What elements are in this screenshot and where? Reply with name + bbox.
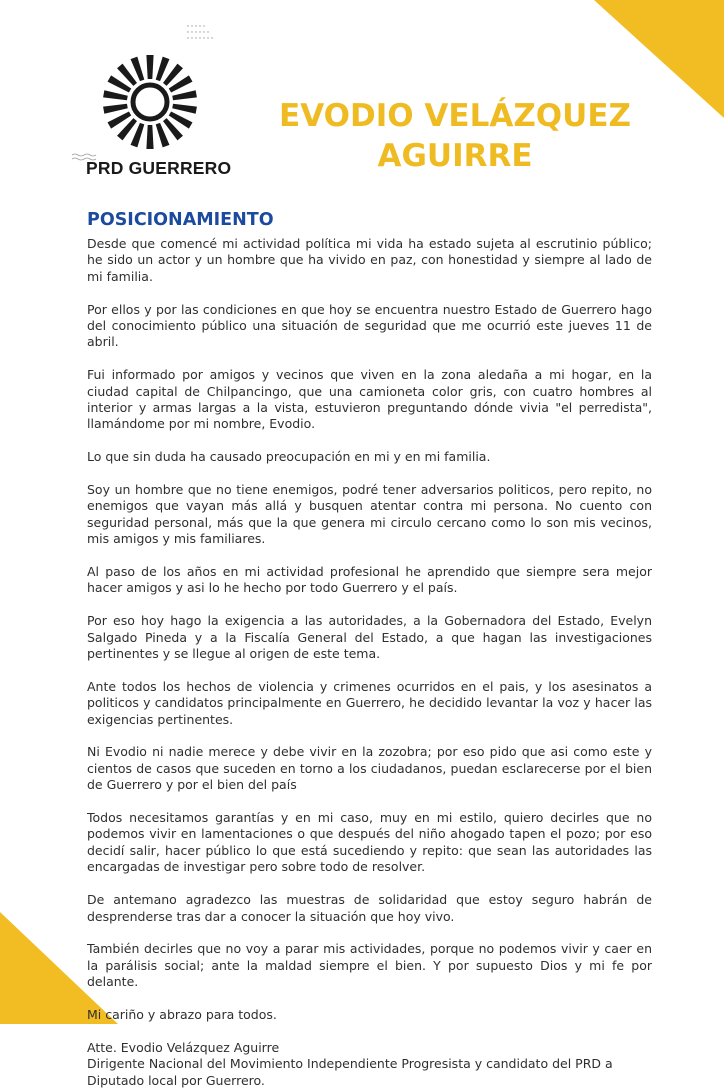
- paragraph: Fui informado por amigos y vecinos que viven en la zona aledaña a mi hogar, en la ciudad capital de Chilpancingo, que una camioneta color gris, con cuatro hombres al interior y armas largas a la vista, estuvieron preguntando dónde vivia "el perredista", llamándome por mi nombre, Evodio.: [87, 367, 652, 432]
- paragraph: Desde que comencé mi actividad política mi vida ha estado sujeta al escrutinio público; he sido un actor y un hombre que ha vivido en paz, con honestidad y siempre al lado de mi familia.: [87, 236, 652, 284]
- paragraph: Ni Evodio ni nadie merece y debe vivir en la zozobra; por eso pido que asi como este y cientos de casos que suceden en torno a los ciudadanos, puedan esclarecerse por el bien de Guerrero y por el bien del país: [87, 744, 652, 793]
- paragraph: Ante todos los hechos de violencia y crimenes ocurridos en el pais, y los asesinatos a politicos y candidatos principalmente en Guerrero, he decidido levantar la voz y hacer las exigencias pertinentes.: [87, 678, 652, 727]
- sun-icon: [100, 52, 200, 152]
- sun-ray: [172, 90, 197, 101]
- paragraph: También decirles que no voy a parar mis actividades, porque no podemos vivir y caer en la parálisis social; ante la maldad siempre el bien. Y por supuesto Dios y mi fe por delante.: [87, 941, 652, 990]
- sun-ray: [146, 55, 153, 79]
- paragraph: De antemano agradezco las muestras de solidaridad que estoy seguro habrán de desprenderse tras dar a conocer la situación que hoy vivo.: [87, 892, 652, 924]
- paragraph: Por eso hoy hago la exigencia a las autoridades, a la Gobernadora del Estado, Evelyn Salgado Pineda y a la Fiscalía General del Estado, a que hagan las investigaciones pertinentes y se llegue al origen de este tema.: [87, 613, 652, 662]
- paragraph: Al paso de los años en mi actividad profesional he aprendido que siempre sera mejor hacer amigos y asi lo he hecho por todo Guerrero y el país.: [87, 564, 652, 596]
- sun-ray: [103, 102, 128, 113]
- document-body: [87, 236, 652, 1089]
- logo-text: PRD GUERRERO: [86, 158, 232, 178]
- signature-role: Dirigente Nacional del Movimiento Independiente Progresista y candidato del PRD a Diputado local por Guerrero.: [87, 1056, 613, 1088]
- signature-block: [87, 1040, 652, 1089]
- paragraph: Soy un hombre que no tiene enemigos, podré tener adversarios politicos, pero repito, no enemigos que vayan más allá y busquen atentar contra mi persona. No cuento con seguridad personal, más que la que genera mi circulo cercano como lo son mis vecinos, mis amigos y mis familiares.: [87, 482, 652, 547]
- paragraph: Mi cariño y abrazo para todos.: [87, 1006, 277, 1022]
- paragraph: Lo que sin duda ha causado preocupación en mi y en mi familia.: [87, 449, 491, 465]
- sun-ray: [146, 125, 153, 149]
- sun-ray: [172, 102, 197, 113]
- paragraph: Todos necesitamos garantías y en mi caso, muy en mi estilo, quiero decirles que no podemos vivir en lamentaciones o que después del niño ahogado tapen el pozo; por eso decidí salir, hacer público lo que está sucediendo y repito: que sean las autoridades las encargadas de investigar pero sobre todo de resolver.: [87, 810, 652, 875]
- document-title: POSICIONAMIENTO: [87, 210, 274, 230]
- sun-ray: [103, 90, 128, 101]
- paragraph: Por ellos y por las condiciones en que hoy se encuentra nuestro Estado de Guerrero hago del conocimiento público una situación de seguridad que me ocurrió este jueves 11 de abril.: [87, 301, 652, 350]
- candidate-name: EVODIO VELÁZQUEZ AGUIRRE: [279, 98, 631, 174]
- signature-closing: Atte. Evodio Velázquez Aguirre: [87, 1039, 280, 1055]
- dots-decoration: [186, 24, 216, 40]
